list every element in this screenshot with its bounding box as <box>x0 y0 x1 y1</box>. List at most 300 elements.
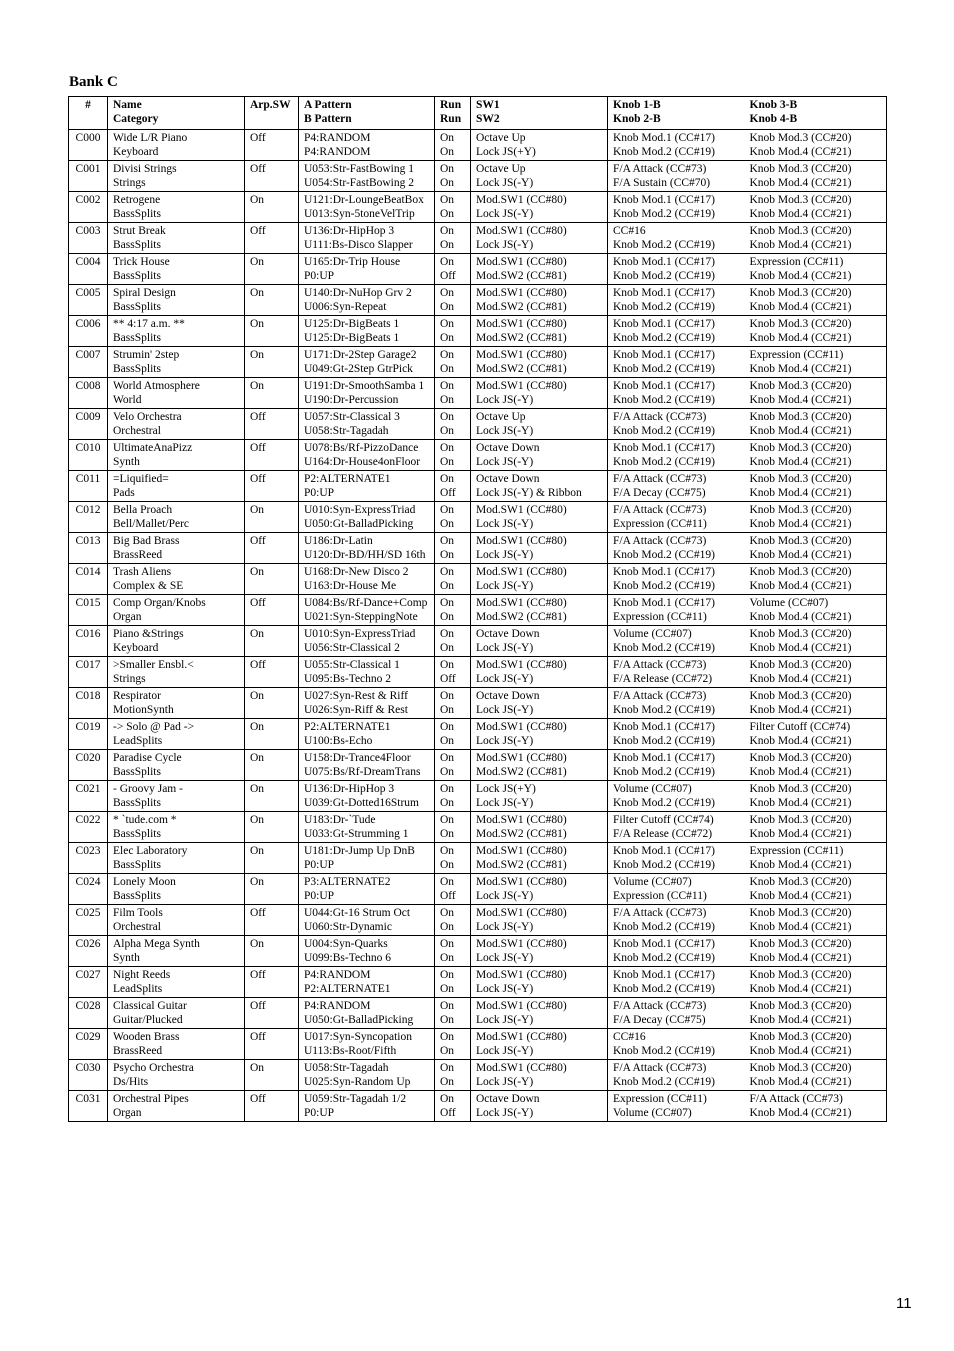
knob2-text: F/A Decay (CC#75) <box>613 487 706 500</box>
knob-1-2-assign <box>608 192 744 223</box>
knob1-text: Knob Mod.1 (CC#17) <box>613 721 715 733</box>
run-states <box>435 781 471 812</box>
sw2-text: Lock JS(+Y) <box>476 146 536 159</box>
knob1-text: Volume (CC#07) <box>613 628 692 640</box>
run1-text: On <box>440 473 455 485</box>
run1-text: On <box>440 194 455 206</box>
run2-text: On <box>440 952 455 965</box>
run2-text: On <box>440 146 455 159</box>
num-text: C015 <box>75 597 101 609</box>
knob2-text: Expression (CC#11) <box>613 890 707 903</box>
arp-switch <box>245 874 299 905</box>
arp-switch <box>245 1060 299 1091</box>
program-number <box>69 285 108 316</box>
sw1-text: Mod.SW1 (CC#80) <box>476 1031 567 1043</box>
name-category <box>108 378 245 409</box>
program-number <box>69 874 108 905</box>
knob-1-2-assign <box>608 843 744 874</box>
a-pattern-text: U125:Dr-BigBeats 1 <box>304 318 400 330</box>
run1-text: On <box>440 535 455 547</box>
program-number <box>69 657 108 688</box>
patterns <box>299 564 435 595</box>
arp-text: On <box>250 938 265 950</box>
sw2-text: Lock JS(-Y) <box>476 1045 534 1058</box>
knob1-text: Knob Mod.1 (CC#17) <box>613 752 715 764</box>
category-text: World <box>113 394 142 407</box>
knob4-text: Knob Mod.4 (CC#21) <box>749 363 852 376</box>
name-category <box>108 471 245 502</box>
knob2-text: Knob Mod.2 (CC#19) <box>613 766 715 779</box>
switch-assign <box>471 967 608 998</box>
switch-assign <box>471 1029 608 1060</box>
run2-text: On <box>440 797 455 810</box>
knob1-text: Knob Mod.1 (CC#17) <box>613 938 715 950</box>
patterns <box>299 750 435 781</box>
knob4-text: Knob Mod.4 (CC#21) <box>749 456 852 469</box>
knob4-text: Knob Mod.4 (CC#21) <box>749 270 852 283</box>
category-text: BassSplits <box>113 797 161 810</box>
category-text: Orchestral <box>113 921 161 934</box>
knob-3-4-assign <box>744 936 887 967</box>
knob3-text: Volume (CC#07) <box>749 597 829 609</box>
sw1-text: Mod.SW1 (CC#80) <box>476 814 567 826</box>
knob-1-2-assign <box>608 688 744 719</box>
knob2-text: Knob Mod.2 (CC#19) <box>613 797 715 810</box>
run1-text: On <box>440 566 455 578</box>
knob4-text: Knob Mod.4 (CC#21) <box>749 1076 852 1089</box>
program-number <box>69 719 108 750</box>
knob1-text: F/A Attack (CC#73) <box>613 907 707 919</box>
program-number <box>69 750 108 781</box>
table-row <box>69 533 887 564</box>
sw1-text: Mod.SW1 (CC#80) <box>476 194 567 206</box>
program-number <box>69 781 108 812</box>
name-text: -> Solo @ Pad -> <box>113 721 195 733</box>
name-text: Alpha Mega Synth <box>113 938 200 950</box>
category-text: BrassReed <box>113 1045 163 1058</box>
name-text: Spiral Design <box>113 287 176 299</box>
program-number <box>69 409 108 440</box>
name-category <box>108 1029 245 1060</box>
sw2-text: Lock JS(-Y) <box>476 952 534 965</box>
name-text: Wide L/R Piano <box>113 132 188 144</box>
run-states <box>435 1029 471 1060</box>
category-text: Synth <box>113 456 140 469</box>
knob-3-4-assign <box>744 130 887 161</box>
name-category <box>108 130 245 161</box>
category-text: BassSplits <box>113 239 161 252</box>
run-states <box>435 905 471 936</box>
run-states <box>435 409 471 440</box>
a-pattern-text: P4:RANDOM <box>304 1000 371 1012</box>
knob2-text: Knob Mod.2 (CC#19) <box>613 394 715 407</box>
a-pattern-text: P2:ALTERNATE1 <box>304 473 391 485</box>
switch-assign <box>471 750 608 781</box>
sw1-text: Mod.SW1 (CC#80) <box>476 349 567 361</box>
sw1-text: Mod.SW1 (CC#80) <box>476 969 567 981</box>
switch-assign <box>471 998 608 1029</box>
header-run-1: Run <box>440 99 462 111</box>
sw2-text: Mod.SW2 (CC#81) <box>476 301 567 314</box>
knob-3-4-assign <box>744 502 887 533</box>
knob-1-2-assign <box>608 1060 744 1091</box>
patterns <box>299 533 435 564</box>
knob-1-2-assign <box>608 905 744 936</box>
knob-1-2-assign <box>608 1029 744 1060</box>
knob-1-2-assign <box>608 781 744 812</box>
arp-switch <box>245 192 299 223</box>
arp-switch <box>245 688 299 719</box>
knob2-text: Knob Mod.2 (CC#19) <box>613 456 715 469</box>
b-pattern-text: U125:Dr-BigBeats 1 <box>304 332 400 345</box>
table-row <box>69 626 887 657</box>
b-pattern-text: U058:Str-Tagadah <box>304 425 389 438</box>
run2-text: Off <box>440 487 456 500</box>
run-states <box>435 533 471 564</box>
knob4-text: Knob Mod.4 (CC#21) <box>749 425 852 438</box>
run1-text: On <box>440 504 455 516</box>
knob1-text: CC#16 <box>613 225 646 237</box>
knob-1-2-assign <box>608 719 744 750</box>
arp-switch <box>245 285 299 316</box>
category-text: MotionSynth <box>113 704 174 717</box>
switch-assign <box>471 502 608 533</box>
num-text: C027 <box>75 969 101 981</box>
knob1-text: Knob Mod.1 (CC#17) <box>613 287 715 299</box>
b-pattern-text: P0:UP <box>304 270 335 283</box>
program-number <box>69 812 108 843</box>
table-row <box>69 316 887 347</box>
a-pattern-text: P4:RANDOM <box>304 969 371 981</box>
b-pattern-text: P2:ALTERNATE1 <box>304 983 391 996</box>
knob4-text: Knob Mod.4 (CC#21) <box>749 208 852 221</box>
knob1-text: F/A Attack (CC#73) <box>613 659 707 671</box>
table-row <box>69 471 887 502</box>
knob3-text: Knob Mod.3 (CC#20) <box>749 628 852 640</box>
arp-text: Off <box>250 969 266 981</box>
header-name: Name <box>113 99 142 111</box>
name-text: Orchestral Pipes <box>113 1093 189 1105</box>
num-text: C025 <box>75 907 101 919</box>
run1-text: On <box>440 969 455 981</box>
knob2-text: Knob Mod.2 (CC#19) <box>613 301 715 314</box>
run2-text: On <box>440 642 455 655</box>
a-pattern-text: P3:ALTERNATE2 <box>304 876 391 888</box>
knob-3-4-assign <box>744 750 887 781</box>
run2-text: On <box>440 735 455 748</box>
sw2-text: Mod.SW2 (CC#81) <box>476 859 567 872</box>
knob1-text: Knob Mod.1 (CC#17) <box>613 380 715 392</box>
table-row <box>69 781 887 812</box>
arp-switch <box>245 1029 299 1060</box>
program-number <box>69 688 108 719</box>
header-run-2: Run <box>440 113 462 126</box>
arp-switch <box>245 471 299 502</box>
arp-text: Off <box>250 1093 266 1105</box>
knob2-text: Knob Mod.2 (CC#19) <box>613 704 715 717</box>
table-row <box>69 285 887 316</box>
program-number <box>69 130 108 161</box>
program-number <box>69 254 108 285</box>
knob4-text: Knob Mod.4 (CC#21) <box>749 611 852 624</box>
a-pattern-text: U121:Dr-LoungeBeatBox <box>304 194 424 206</box>
b-pattern-text: U050:Gt-BalladPicking <box>304 1014 414 1027</box>
run1-text: On <box>440 938 455 950</box>
arp-text: Off <box>250 132 266 144</box>
b-pattern-text: U075:Bs/Rf-DreamTrans <box>304 766 421 779</box>
run1-text: On <box>440 845 455 857</box>
run1-text: On <box>440 1093 455 1105</box>
run1-text: On <box>440 1062 455 1074</box>
a-pattern-text: U010:Syn-ExpressTriad <box>304 628 416 640</box>
name-category <box>108 626 245 657</box>
knob2-text: Knob Mod.2 (CC#19) <box>613 642 715 655</box>
num-text: C005 <box>75 287 101 299</box>
name-text: UltimateAnaPizz <box>113 442 193 454</box>
name-text: Trick House <box>113 256 170 268</box>
arp-switch <box>245 998 299 1029</box>
run-states <box>435 440 471 471</box>
program-number <box>69 936 108 967</box>
header-knob2: Knob 2-B <box>613 113 661 126</box>
name-category <box>108 967 245 998</box>
a-pattern-text: U136:Dr-HipHop 3 <box>304 783 395 795</box>
header-knob3: Knob 3-B <box>749 99 798 111</box>
knob4-text: Knob Mod.4 (CC#21) <box>749 332 852 345</box>
knob2-text: Knob Mod.2 (CC#19) <box>613 208 715 221</box>
knob1-text: F/A Attack (CC#73) <box>613 535 707 547</box>
sw2-text: Lock JS(-Y) <box>476 642 534 655</box>
num-text: C020 <box>75 752 101 764</box>
a-pattern-text: U183:Dr-`Tude <box>304 814 376 826</box>
header-sw2: SW2 <box>476 113 500 126</box>
a-pattern-text: U055:Str-Classical 1 <box>304 659 400 671</box>
b-pattern-text: P4:RANDOM <box>304 146 371 159</box>
sw1-text: Mod.SW1 (CC#80) <box>476 566 567 578</box>
knob4-text: Knob Mod.4 (CC#21) <box>749 921 852 934</box>
knob-1-2-assign <box>608 626 744 657</box>
knob4-text: Knob Mod.4 (CC#21) <box>749 239 852 252</box>
b-pattern-text: U056:Str-Classical 2 <box>304 642 400 655</box>
category-text: Strings <box>113 177 146 190</box>
knob1-text: Knob Mod.1 (CC#17) <box>613 845 715 857</box>
name-category <box>108 316 245 347</box>
a-pattern-text: U004:Syn-Quarks <box>304 938 388 950</box>
a-pattern-text: U165:Dr-Trip House <box>304 256 401 268</box>
knob-1-2-assign <box>608 471 744 502</box>
run2-text: On <box>440 859 455 872</box>
b-pattern-text: U049:Gt-2Step GtrPick <box>304 363 413 376</box>
name-text: Wooden Brass <box>113 1031 180 1043</box>
header-run <box>435 97 471 130</box>
patterns <box>299 657 435 688</box>
category-text: Organ <box>113 611 142 624</box>
knob-1-2-assign <box>608 347 744 378</box>
num-text: C000 <box>75 132 101 144</box>
sw1-text: Mod.SW1 (CC#80) <box>476 256 567 268</box>
knob1-text: Knob Mod.1 (CC#17) <box>613 132 715 144</box>
arp-switch <box>245 750 299 781</box>
knob4-text: Knob Mod.4 (CC#21) <box>749 766 852 779</box>
category-text: Synth <box>113 952 140 965</box>
knob2-text: Knob Mod.2 (CC#19) <box>613 983 715 996</box>
arp-switch <box>245 967 299 998</box>
bank-c-table <box>68 96 887 1122</box>
run2-text: On <box>440 208 455 221</box>
patterns <box>299 874 435 905</box>
category-text: Orchestral <box>113 425 161 438</box>
name-category <box>108 874 245 905</box>
knob3-text: F/A Attack (CC#73) <box>749 1093 843 1105</box>
b-pattern-text: U006:Syn-Repeat <box>304 301 387 314</box>
knob-1-2-assign <box>608 285 744 316</box>
program-number <box>69 595 108 626</box>
name-category <box>108 502 245 533</box>
switch-assign <box>471 812 608 843</box>
knob-3-4-assign <box>744 998 887 1029</box>
knob4-text: Knob Mod.4 (CC#21) <box>749 301 852 314</box>
switch-assign <box>471 192 608 223</box>
arp-text: On <box>250 721 265 733</box>
num-text: C016 <box>75 628 101 640</box>
header-a-pattern: A Pattern <box>304 99 352 111</box>
run2-text: Off <box>440 890 456 903</box>
knob2-text: Knob Mod.2 (CC#19) <box>613 549 715 562</box>
run2-text: On <box>440 1014 455 1027</box>
run-states <box>435 564 471 595</box>
header-sw1: SW1 <box>476 99 500 111</box>
knob2-text: F/A Decay (CC#75) <box>613 1014 706 1027</box>
knob-1-2-assign <box>608 936 744 967</box>
sw1-text: Mod.SW1 (CC#80) <box>476 1000 567 1012</box>
table-row <box>69 905 887 936</box>
switch-assign <box>471 533 608 564</box>
name-category <box>108 564 245 595</box>
num-text: C002 <box>75 194 101 206</box>
sw2-text: Lock JS(-Y) <box>476 425 534 438</box>
category-text: BassSplits <box>113 766 161 779</box>
patterns <box>299 626 435 657</box>
category-text: BassSplits <box>113 828 161 841</box>
b-pattern-text: U099:Bs-Techno 6 <box>304 952 392 965</box>
sw1-text: Mod.SW1 (CC#80) <box>476 907 567 919</box>
run2-text: On <box>440 177 455 190</box>
run1-text: On <box>440 411 455 423</box>
knob3-text: Knob Mod.3 (CC#20) <box>749 442 852 454</box>
num-text: C011 <box>75 473 101 485</box>
patterns <box>299 378 435 409</box>
num-text: C013 <box>75 535 101 547</box>
run1-text: On <box>440 163 455 175</box>
sw2-text: Lock JS(-Y) <box>476 394 534 407</box>
run1-text: On <box>440 349 455 361</box>
patterns <box>299 502 435 533</box>
b-pattern-text: U163:Dr-House Me <box>304 580 397 593</box>
name-category <box>108 936 245 967</box>
sw1-text: Mod.SW1 (CC#80) <box>476 287 567 299</box>
knob-1-2-assign <box>608 409 744 440</box>
num-text: C008 <box>75 380 101 392</box>
run1-text: On <box>440 287 455 299</box>
name-text: ** 4:17 a.m. ** <box>113 318 185 330</box>
header-knob-1-2 <box>608 97 744 130</box>
run-states <box>435 688 471 719</box>
sw1-text: Mod.SW1 (CC#80) <box>476 721 567 733</box>
num-text: C009 <box>75 411 101 423</box>
knob-1-2-assign <box>608 657 744 688</box>
patterns <box>299 471 435 502</box>
num-text: C006 <box>75 318 101 330</box>
name-category <box>108 1060 245 1091</box>
sw2-text: Lock JS(-Y) <box>476 549 534 562</box>
sw2-text: Mod.SW2 (CC#81) <box>476 828 567 841</box>
arp-text: Off <box>250 597 266 609</box>
run-states <box>435 285 471 316</box>
patterns <box>299 409 435 440</box>
arp-switch <box>245 502 299 533</box>
run-states <box>435 502 471 533</box>
sw1-text: Mod.SW1 (CC#80) <box>476 659 567 671</box>
sw1-text: Mod.SW1 (CC#80) <box>476 225 567 237</box>
patterns <box>299 843 435 874</box>
run1-text: On <box>440 442 455 454</box>
num-text: C001 <box>75 163 101 175</box>
table-row <box>69 998 887 1029</box>
knob1-text: F/A Attack (CC#73) <box>613 690 707 702</box>
program-number <box>69 347 108 378</box>
knob4-text: Knob Mod.4 (CC#21) <box>749 673 852 686</box>
a-pattern-text: P2:ALTERNATE1 <box>304 721 391 733</box>
arp-switch <box>245 905 299 936</box>
switch-assign <box>471 781 608 812</box>
knob-3-4-assign <box>744 967 887 998</box>
name-category <box>108 347 245 378</box>
run-states <box>435 967 471 998</box>
sw1-text: Mod.SW1 (CC#80) <box>476 380 567 392</box>
program-number <box>69 1029 108 1060</box>
table-row <box>69 750 887 781</box>
knob3-text: Knob Mod.3 (CC#20) <box>749 752 852 764</box>
table-row <box>69 347 887 378</box>
arp-text: Off <box>250 473 266 485</box>
sw1-text: Octave Down <box>476 1093 540 1105</box>
run1-text: On <box>440 659 455 671</box>
num-text: C023 <box>75 845 101 857</box>
run1-text: On <box>440 225 455 237</box>
arp-switch <box>245 533 299 564</box>
sw2-text: Mod.SW2 (CC#81) <box>476 766 567 779</box>
knob-1-2-assign <box>608 378 744 409</box>
knob-3-4-assign <box>744 719 887 750</box>
knob3-text: Knob Mod.3 (CC#20) <box>749 287 852 299</box>
patterns <box>299 192 435 223</box>
knob-1-2-assign <box>608 502 744 533</box>
knob-3-4-assign <box>744 440 887 471</box>
knob-3-4-assign <box>744 378 887 409</box>
b-pattern-text: U054:Str-FastBowing 2 <box>304 177 414 190</box>
run1-text: On <box>440 690 455 702</box>
name-category <box>108 161 245 192</box>
run-states <box>435 874 471 905</box>
run2-text: On <box>440 828 455 841</box>
name-text: Elec Laboratory <box>113 845 188 857</box>
arp-text: Off <box>250 411 266 423</box>
knob2-text: Knob Mod.2 (CC#19) <box>613 363 715 376</box>
patterns <box>299 1091 435 1122</box>
header-sw <box>471 97 608 130</box>
knob-1-2-assign <box>608 161 744 192</box>
arp-text: Off <box>250 1031 266 1043</box>
